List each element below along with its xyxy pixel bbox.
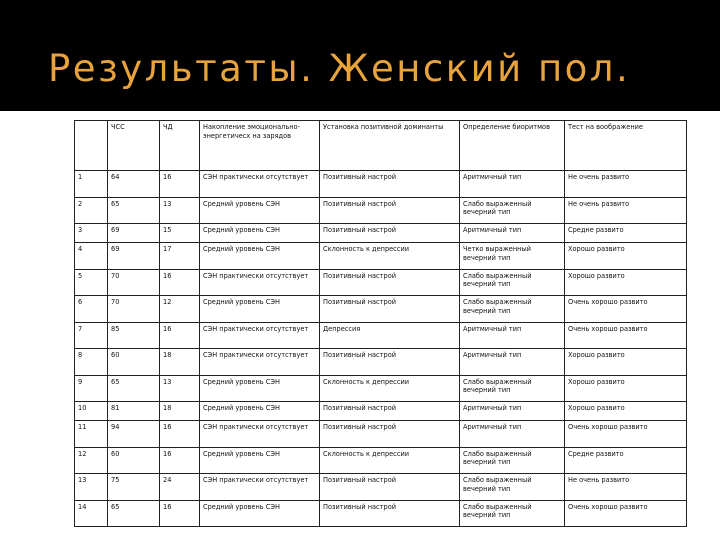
cell-biorhythms: Слабо выраженный вечерний тип — [460, 197, 565, 224]
cell-heart-rate: 94 — [108, 421, 160, 448]
cell-index: 11 — [75, 421, 108, 448]
cell-biorhythms: Аритмичный тип — [460, 171, 565, 198]
table-row — [75, 322, 687, 349]
cell-heart-rate: 75 — [108, 474, 160, 501]
cell-biorhythms: Аритмичный тип — [460, 322, 565, 349]
cell-breath-rate: 13 — [160, 197, 200, 224]
table-row — [75, 421, 687, 448]
table-row — [75, 375, 687, 402]
cell-index: 3 — [75, 224, 108, 243]
table-row — [75, 474, 687, 501]
cell-imagination-test: Не очень развито — [565, 474, 687, 501]
cell-heart-rate: 70 — [108, 269, 160, 296]
cell-imagination-test: Хорошо развито — [565, 243, 687, 270]
cell-positive-dominant: Позитивный настрой — [320, 197, 460, 224]
cell-biorhythms: Аритмичный тип — [460, 402, 565, 421]
cell-index: 9 — [75, 375, 108, 402]
cell-index: 1 — [75, 171, 108, 198]
cell-biorhythms: Слабо выраженный вечерний тип — [460, 296, 565, 323]
cell-imagination-test: Хорошо развито — [565, 375, 687, 402]
cell-heart-rate: 65 — [108, 197, 160, 224]
table-row — [75, 243, 687, 270]
cell-heart-rate: 70 — [108, 296, 160, 323]
cell-positive-dominant: Позитивный настрой — [320, 224, 460, 243]
header-positive-dominant: Установка позитивной доминанты — [320, 121, 460, 171]
cell-index: 4 — [75, 243, 108, 270]
cell-emotional-energy: Средний уровень СЭН — [200, 296, 320, 323]
cell-heart-rate: 65 — [108, 375, 160, 402]
table-row — [75, 197, 687, 224]
header-heart-rate: ЧСС — [108, 121, 160, 171]
cell-imagination-test: Очень хорошо развито — [565, 322, 687, 349]
cell-biorhythms: Слабо выраженный вечерний тип — [460, 500, 565, 527]
header-index — [75, 121, 108, 171]
cell-positive-dominant: Склонность к депрессии — [320, 243, 460, 270]
cell-biorhythms: Аритмичный тип — [460, 349, 565, 376]
cell-breath-rate: 17 — [160, 243, 200, 270]
cell-breath-rate: 16 — [160, 421, 200, 448]
cell-emotional-energy: Средний уровень СЭН — [200, 402, 320, 421]
cell-emotional-energy: СЭН практически отсутствует — [200, 171, 320, 198]
cell-breath-rate: 16 — [160, 447, 200, 474]
cell-heart-rate: 60 — [108, 349, 160, 376]
cell-index: 5 — [75, 269, 108, 296]
cell-breath-rate: 18 — [160, 402, 200, 421]
cell-index: 2 — [75, 197, 108, 224]
cell-positive-dominant: Склонность к депрессии — [320, 375, 460, 402]
cell-heart-rate: 85 — [108, 322, 160, 349]
cell-emotional-energy: Средний уровень СЭН — [200, 375, 320, 402]
cell-heart-rate: 69 — [108, 224, 160, 243]
cell-positive-dominant: Позитивный настрой — [320, 349, 460, 376]
slide-title: Результаты. Женский пол. — [48, 47, 631, 90]
table-row — [75, 296, 687, 323]
header-breath-rate: ЧД — [160, 121, 200, 171]
cell-imagination-test: Очень хорошо развито — [565, 500, 687, 527]
cell-heart-rate: 69 — [108, 243, 160, 270]
header-imagination-test: Тест на воображение — [565, 121, 687, 171]
cell-heart-rate: 81 — [108, 402, 160, 421]
cell-imagination-test: Очень хорошо развито — [565, 421, 687, 448]
cell-heart-rate: 64 — [108, 171, 160, 198]
cell-breath-rate: 12 — [160, 296, 200, 323]
cell-biorhythms: Слабо выраженный вечерний тип — [460, 474, 565, 501]
cell-breath-rate: 18 — [160, 349, 200, 376]
cell-biorhythms: Слабо выраженный вечерний тип — [460, 375, 565, 402]
cell-imagination-test: Не очень развито — [565, 171, 687, 198]
cell-emotional-energy: Средний уровень СЭН — [200, 243, 320, 270]
table-row — [75, 402, 687, 421]
cell-biorhythms: Четко выраженный вечерний тип — [460, 243, 565, 270]
cell-imagination-test: Не очень развито — [565, 197, 687, 224]
cell-emotional-energy: СЭН практически отсутствует — [200, 322, 320, 349]
cell-index: 10 — [75, 402, 108, 421]
cell-positive-dominant: Позитивный настрой — [320, 402, 460, 421]
cell-positive-dominant: Позитивный настрой — [320, 500, 460, 527]
cell-index: 14 — [75, 500, 108, 527]
cell-biorhythms: Аритмичный тип — [460, 421, 565, 448]
header-biorhythms: Определение биоритмов — [460, 121, 565, 171]
header-emotional-energy: Накопление эмоционально-энергетичесх на зарядов — [200, 121, 320, 171]
cell-imagination-test: Средне развито — [565, 447, 687, 474]
cell-positive-dominant: Позитивный настрой — [320, 171, 460, 198]
cell-biorhythms: Слабо выраженный вечерний тип — [460, 269, 565, 296]
table-row — [75, 171, 687, 198]
cell-breath-rate: 16 — [160, 269, 200, 296]
table-row — [75, 269, 687, 296]
cell-biorhythms: Аритмичный тип — [460, 224, 565, 243]
cell-imagination-test: Очень хорошо развито — [565, 296, 687, 323]
cell-positive-dominant: Позитивный настрой — [320, 474, 460, 501]
cell-positive-dominant: Позитивный настрой — [320, 421, 460, 448]
cell-index: 7 — [75, 322, 108, 349]
table-row — [75, 224, 687, 243]
table-row — [75, 500, 687, 527]
cell-emotional-energy: Средний уровень СЭН — [200, 447, 320, 474]
cell-positive-dominant: Позитивный настрой — [320, 269, 460, 296]
cell-emotional-energy: СЭН практически отсутствует — [200, 349, 320, 376]
cell-breath-rate: 15 — [160, 224, 200, 243]
table-header-row — [75, 121, 687, 171]
cell-index: 8 — [75, 349, 108, 376]
cell-positive-dominant: Склонность к депрессии — [320, 447, 460, 474]
cell-breath-rate: 13 — [160, 375, 200, 402]
cell-positive-dominant: Позитивный настрой — [320, 296, 460, 323]
cell-breath-rate: 16 — [160, 171, 200, 198]
title-bar — [0, 0, 720, 111]
cell-index: 13 — [75, 474, 108, 501]
cell-positive-dominant: Депрессия — [320, 322, 460, 349]
cell-breath-rate: 16 — [160, 322, 200, 349]
results-table-container — [74, 120, 686, 527]
cell-imagination-test: Хорошо развито — [565, 269, 687, 296]
table-row — [75, 447, 687, 474]
cell-biorhythms: Слабо выраженный вечерний тип — [460, 447, 565, 474]
cell-emotional-energy: СЭН практически отсутствует — [200, 421, 320, 448]
table-row — [75, 349, 687, 376]
cell-index: 12 — [75, 447, 108, 474]
cell-imagination-test: Средне развито — [565, 224, 687, 243]
cell-breath-rate: 24 — [160, 474, 200, 501]
results-table — [74, 120, 687, 527]
cell-emotional-energy: СЭН практически отсутствует — [200, 269, 320, 296]
cell-index: 6 — [75, 296, 108, 323]
cell-imagination-test: Хорошо развито — [565, 349, 687, 376]
table-body — [75, 171, 687, 527]
cell-emotional-energy: СЭН практически отсутствует — [200, 474, 320, 501]
cell-heart-rate: 65 — [108, 500, 160, 527]
cell-emotional-energy: Средний уровень СЭН — [200, 224, 320, 243]
cell-imagination-test: Хорошо развито — [565, 402, 687, 421]
cell-breath-rate: 16 — [160, 500, 200, 527]
cell-emotional-energy: Средний уровень СЭН — [200, 500, 320, 527]
cell-emotional-energy: Средний уровень СЭН — [200, 197, 320, 224]
cell-heart-rate: 60 — [108, 447, 160, 474]
